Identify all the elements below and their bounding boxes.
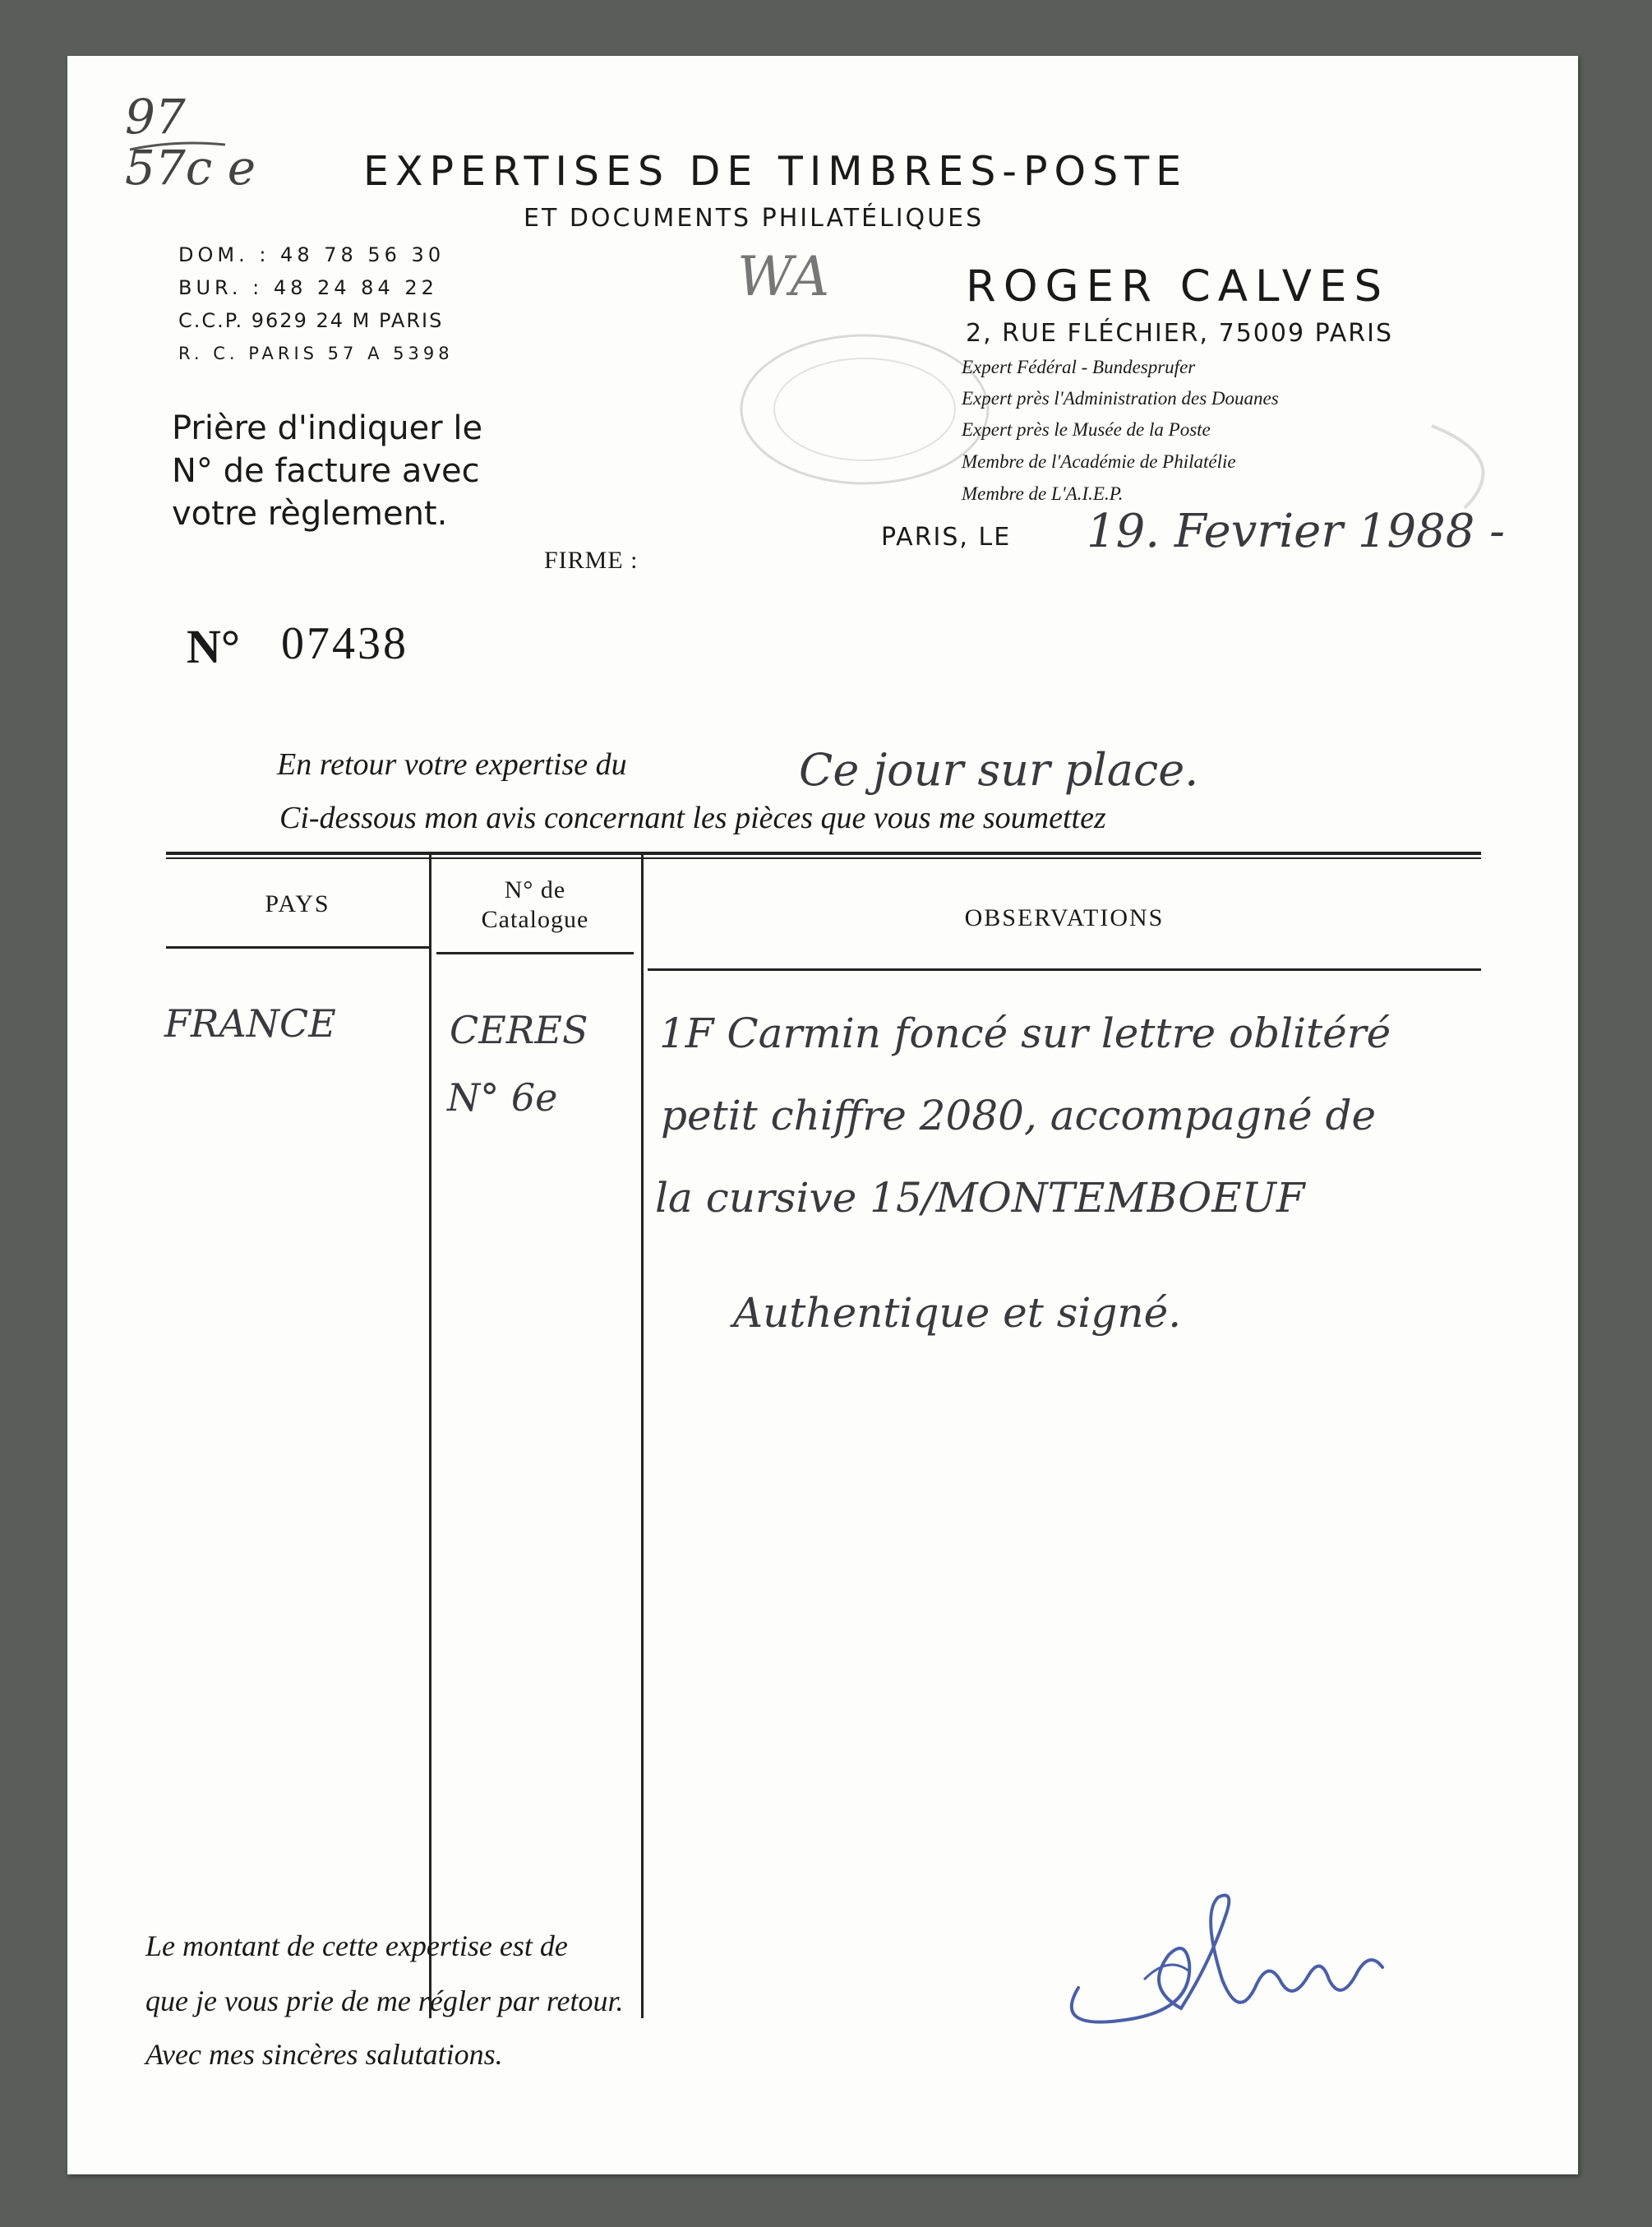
credential-4: Membre de l'Académie de Philatélie [962,451,1236,472]
column-header-catalogue-line1: N° de [504,876,566,903]
faint-stamp-edge-icon [1415,409,1530,516]
table-column-divider-2 [641,855,644,2018]
invoice-number: 07438 [281,618,408,669]
footer-line1: Le montant de cette expertise est de [145,1929,568,1962]
firme-label: FIRME : [544,547,639,574]
credential-3: Expert près le Musée de la Poste [962,419,1211,440]
contact-bur: BUR. : 48 24 84 22 [178,276,438,299]
observation-line2: petit chiffre 2080, accompagné de [661,1092,1377,1139]
credential-5: Membre de L'A.I.E.P. [962,483,1124,504]
column-header-observations: OBSERVATIONS [964,904,1165,931]
intro-line2: Ci-dessous mon avis concernant les pièces que vous me soumettez [279,801,1106,835]
credential-1: Expert Fédéral - Bundesprufer [962,357,1196,377]
intro-line1: En retour votre expertise du [277,747,627,782]
footer-line2: que je vous prie de me régler par retour. [145,1984,624,2017]
table-top-rule-thin [166,857,1481,859]
pencil-note-line2: 57c e [125,140,256,196]
table-top-rule [166,852,1481,855]
date-label: PARIS, LE [881,523,1012,552]
payment-notice-line1: Prière d'indiquer le [172,409,483,447]
contact-rc: R. C. PARIS 57 A 5398 [178,344,454,363]
expertise-form-sheet [67,56,1578,2174]
handwritten-initials: WA [737,245,830,308]
contact-ccp: C.C.P. 9629 24 M PARIS [178,309,444,332]
invoice-number-label: N° [187,620,241,673]
letterhead-subtitle: ET DOCUMENTS PHILATÉLIQUES [524,204,985,233]
column-header-catalogue-line2: Catalogue [481,906,589,933]
row-pays: FRANCE [164,1001,336,1046]
header-underline-catalogue [436,952,634,954]
letterhead-title: EXPERTISES DE TIMBRES-POSTE [363,148,1188,195]
observation-line1: 1F Carmin foncé sur lettre oblitéré [659,1010,1391,1057]
payment-notice-line3: votre règlement. [172,495,448,533]
footer-line3: Avec mes sincères salutations. [145,2038,503,2071]
header-underline-observations [648,968,1481,971]
header-underline-pays [166,946,429,949]
column-header-pays: PAYS [265,890,330,917]
expert-signature-icon [1045,1864,1440,2054]
row-catalogue-line2: N° 6e [447,1075,558,1120]
pencil-fraction-line-icon [127,138,233,155]
credential-2: Expert près l'Administration des Douanes [962,388,1279,409]
expertise-date-handwritten: Ce jour sur place. [799,744,1199,796]
expert-address: 2, RUE FLÉCHIER, 75009 PARIS [966,319,1394,348]
table-column-divider-1 [429,855,431,2018]
observation-line4: Authentique et signé. [733,1289,1182,1337]
row-catalogue-line1: CERES [450,1008,588,1052]
date-value-handwritten: 19. Fevrier 1988 - [1087,505,1506,558]
payment-notice-line2: N° de facture avec [172,452,480,490]
contact-dom: DOM. : 48 78 56 30 [178,243,445,266]
observation-line3: la cursive 15/MONTEMBOEUF [655,1174,1305,1222]
expert-name: ROGER CALVES [966,261,1390,312]
pencil-note-line1: 97 [125,89,186,145]
